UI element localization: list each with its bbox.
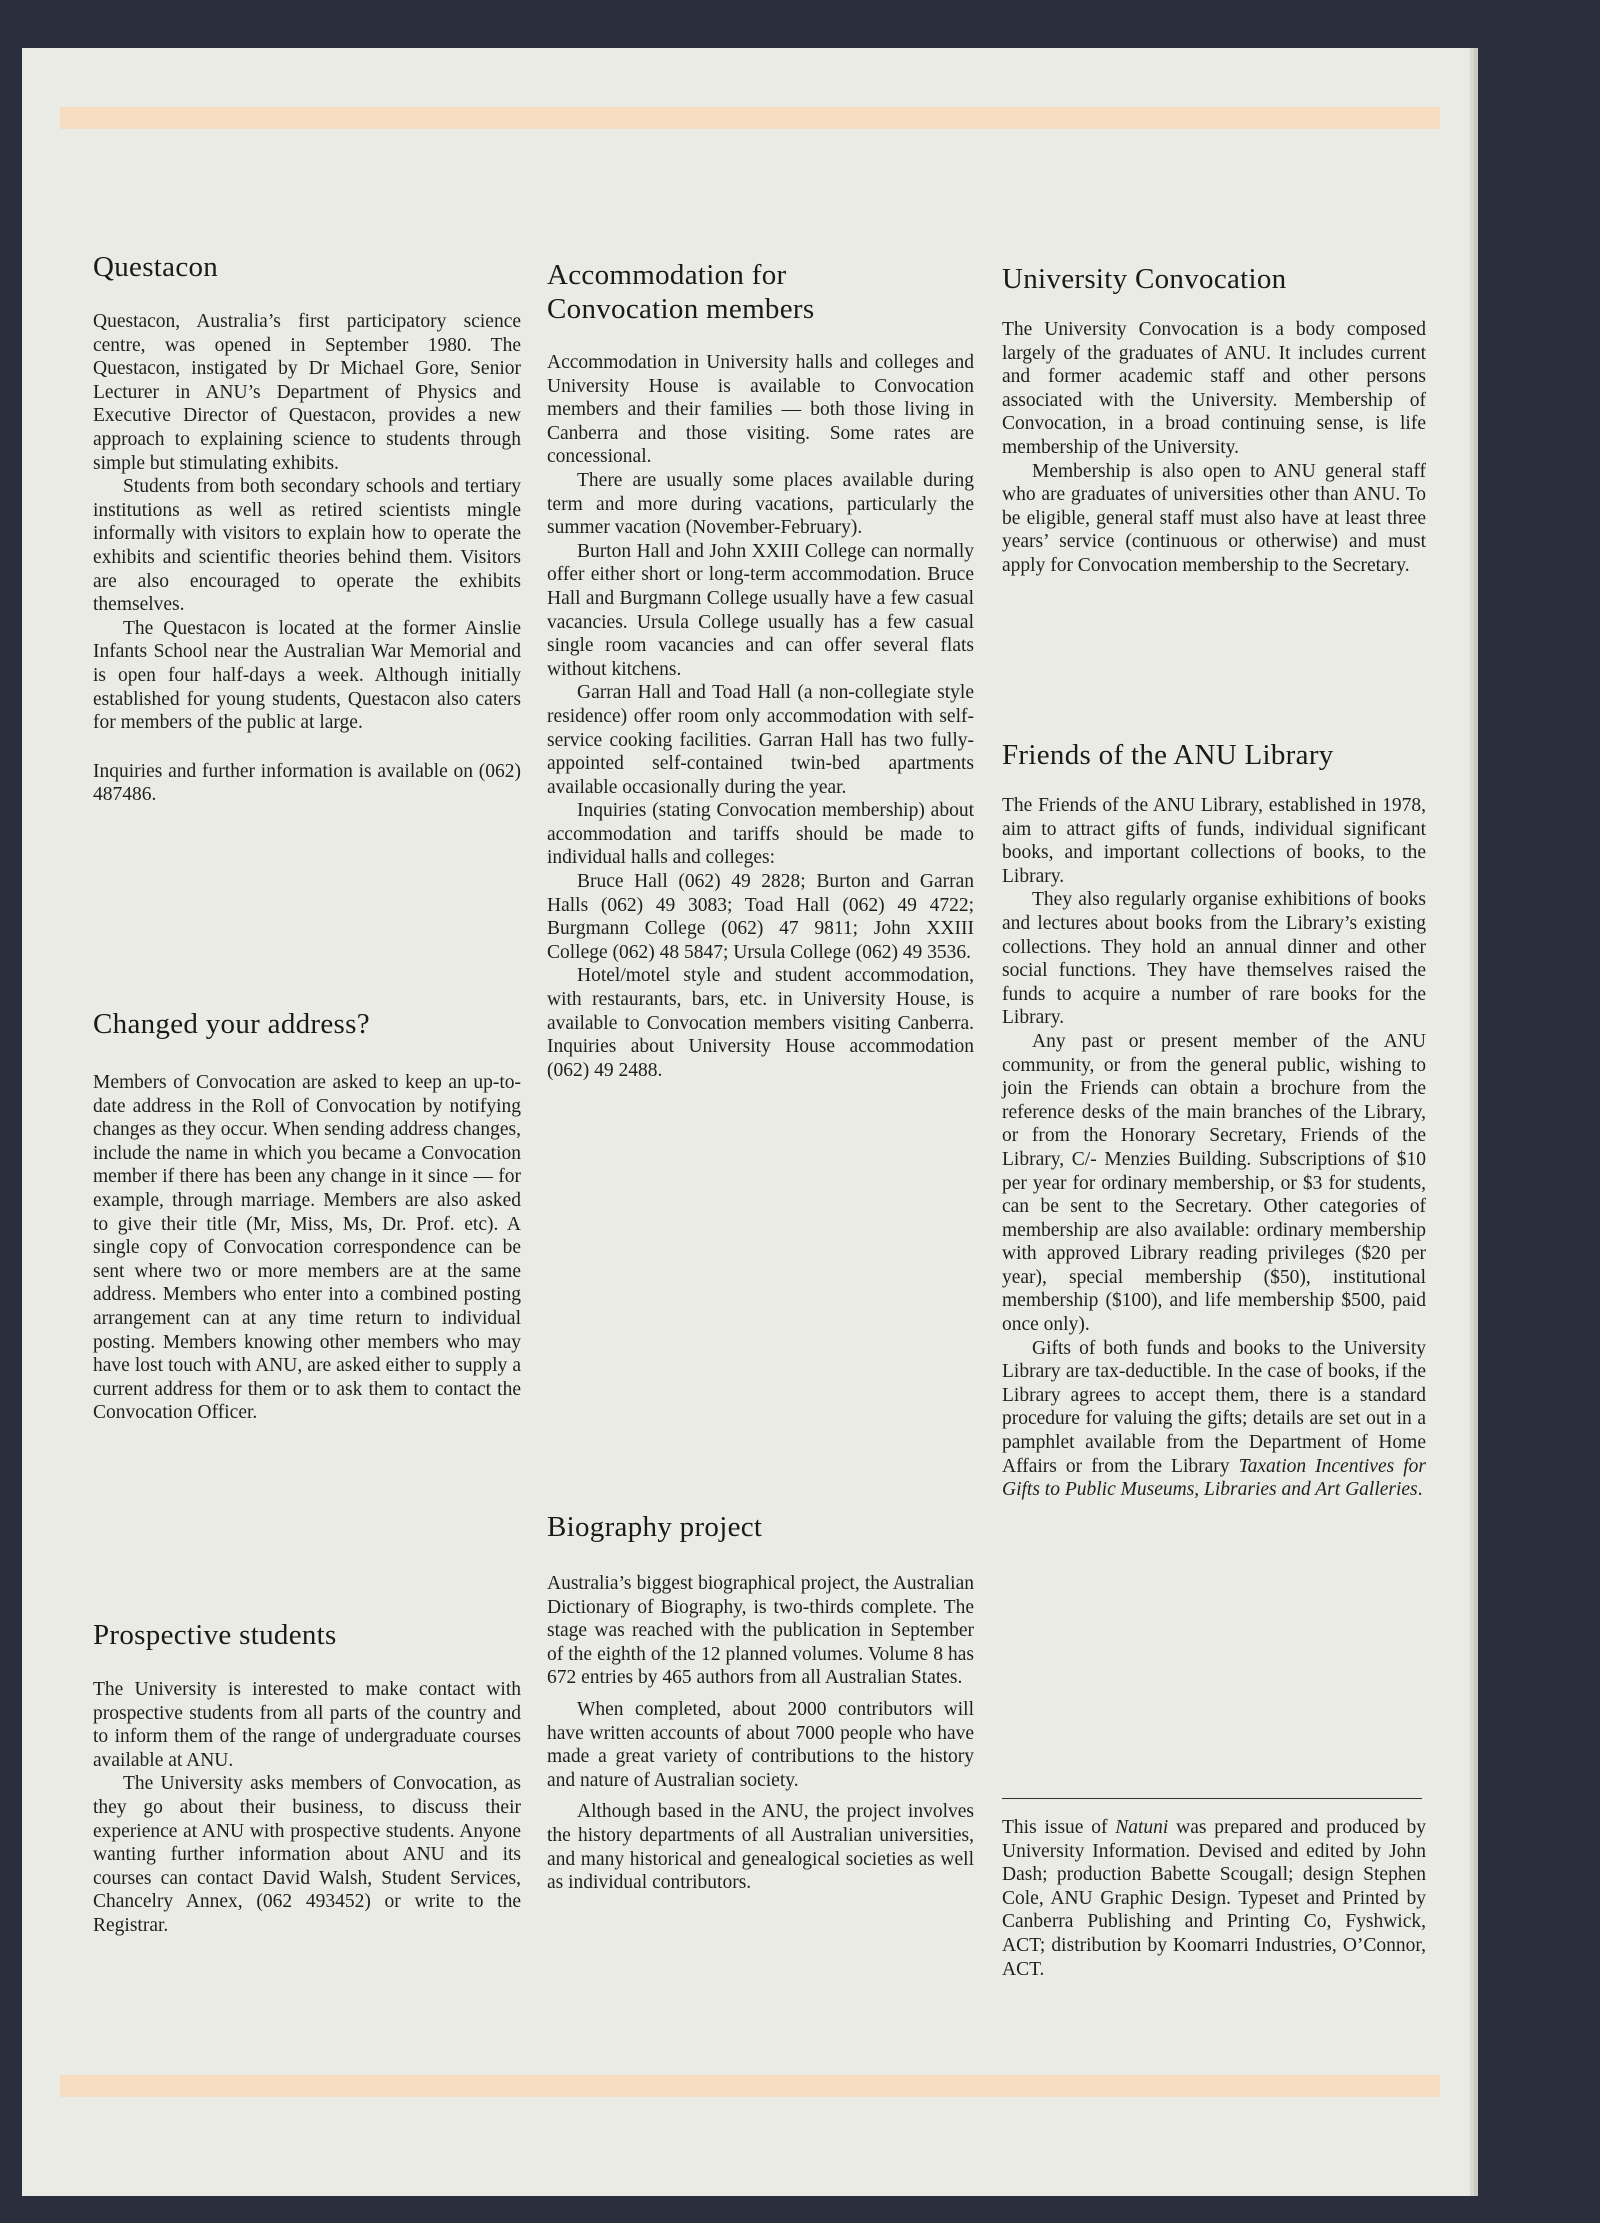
credits-paragraph <box>1002 1816 1426 1981</box>
questacon-section <box>93 250 521 807</box>
accommodation-section <box>547 258 974 1082</box>
prospective-section <box>93 1618 521 1938</box>
credits-pre: This issue of <box>1002 1817 1116 1838</box>
prospective-paragraph: The University asks members of Convocation, as they go about their business, to discuss their experience at ANU with prospective students. Anyone wanting further information about ANU and its courses can contact David Walsh, Student Services, Chancelry Annex, (062 493452) or write to the Registrar. <box>93 1773 521 1936</box>
biography-heading: Biography project <box>547 1511 763 1543</box>
friends-paragraph: Any past or present member of the ANU community, or from the general public, wishing to join the Friends can obtain a brochure from the reference desks of the main branches of the Library, or from the Honorary Secretary, Friends of the Library, C/- Menzies Building. Subscriptions of $10 per year for ordinary membership, or $3 for students, can be sent to the Secretary. Other categories of membership are also available: ordinary membership with approved Library reading privileges ($20 per year), special membership ($50), institutional membership ($100), and life membership $500, paid once only). <box>1002 1030 1426 1336</box>
biography-paragraph: When completed, about 2000 contributors will have written accounts of about 7000 people who have made a great variety of contributions to the history and nature of Australian society. <box>547 1698 974 1791</box>
accommodation-paragraph: There are usually some places available during term and more during vacations, particularly the summer vacation (November-February). <box>547 469 974 539</box>
questacon-heading: Questacon <box>93 251 219 283</box>
accommodation-paragraph: Hotel/motel style and student accommodation, with restaurants, bars, etc. in University House, is available to Convocation members visiting Canberra. Inquiries about University House accommodation (062) 49 2488. <box>547 965 974 1081</box>
credits-section <box>1002 1816 1426 1981</box>
questacon-paragraph: The Questacon is located at the former Ainslie Infants School near the Australian War Memorial and is open four half-days a week. Although initially established for young students, Questacon also caters for members of the public at large. <box>93 617 521 734</box>
questacon-paragraph: Questacon, Australia’s first participatory science centre, was opened in September 1980. The Questacon, instigated by Dr Michael Gore, Senior Lecturer in ANU’s Department of Physics and Executive Director of Questacon, provides a new approach to explaining science to students through simple but stimulating exhibits. <box>93 311 521 474</box>
address-heading: Changed your address? <box>93 1008 370 1040</box>
friends-section <box>1002 738 1426 1502</box>
biography-paragraph: Australia’s biggest biographical project, the Australian Dictionary of Biography, is two-thirds complete. The stage was reached with the publication in September of the eighth of the 12 planned volumes. Volume 8 has 672 entries by 465 authors from all Australian States. <box>547 1573 974 1689</box>
convocation-paragraph: The University Convocation is a body composed largely of the graduates of ANU. It includes current and former academic staff and other persons associated with the University. Membership of Convocation, in a broad continuing sense, is life membership of the University. <box>1002 319 1426 458</box>
address-paragraph: Members of Convocation are asked to keep an up-to-date address in the Roll of Convocation by notifying changes as they occur. When sending address changes, include the name in which you became a Convocation member if there has been any change in it since — for example, through marriage. Members are also asked to give their title (Mr, Miss, Ms, Dr. Prof. etc). A single copy of Convocation correspondence can be sent where two or more members are at the same address. Members who enter into a combined posting arrangement can at any time return to individual posting. Members knowing other members who may have lost touch with ANU, are asked either to supply a current address for them or to ask them to contact the Convocation Officer. <box>93 1072 521 1424</box>
prospective-paragraph: The University is interested to make contact with prospective students from all parts of the country and to inform them of the range of undergraduate courses available at ANU. <box>93 1679 521 1771</box>
top-color-band <box>60 107 1440 129</box>
prospective-heading: Prospective students <box>93 1619 337 1651</box>
convocation-heading: University Convocation <box>1002 263 1287 295</box>
friends-paragraph: The Friends of the ANU Library, established in 1978, aim to attract gifts of funds, individual significant books, and important collections of books, to the Library. <box>1002 795 1426 887</box>
accommodation-phone-list: Bruce Hall (062) 49 2828; Burton and Garran Halls (062) 49 3083; Toad Hall (062) 49 4722; Burgmann College (062) 47 9811; John XXIII College (062) 48 5847; Ursula College (062) 49 3536. <box>547 871 974 963</box>
friends-paragraph <box>1002 1337 1426 1502</box>
friends-gifts-text: Gifts of both funds and books to the University Library are tax-deductible. In the case of books, if the Library agrees to accept them, there is a standard procedure for valuing the gifts; details are set out in a pamphlet available from the Department of Home Affairs or from the Library <box>1002 1337 1426 1477</box>
questacon-paragraph: Students from both secondary schools and tertiary institutions as well as retired scientists mingle informally with visitors to explain how to operate the exhibits and scientific theories behind them. Visitors are also encouraged to operate the exhibits themselves. <box>93 476 521 616</box>
credits-post: was prepared and produced by University Information. Devised and edited by John Dash; production Babette Scougall; design Stephen Cole, ANU Graphic Design. Typeset and Printed by Canberra Publishing and Printing Co, Fyshwick, ACT; distribution by Koomarri Industries, O’Connor, ACT. <box>1002 1817 1426 1980</box>
biography-section <box>547 1510 974 1895</box>
friends-heading: Friends of the ANU Library <box>1002 739 1334 771</box>
accommodation-paragraph: Garran Hall and Toad Hall (a non-collegiate style residence) offer room only accommodation with self-service cooking facilities. Garran Hall has two fully-appointed self-contained twin-bed apartments available occasionally during the year. <box>547 682 974 798</box>
address-section <box>93 1007 521 1425</box>
accommodation-heading: Accommodation for Convocation members <box>547 259 815 325</box>
accommodation-paragraph: Accommodation in University halls and colleges and University House is available to Convocation members and their families — both those living in Canberra and those visiting. Some rates are concessional. <box>547 352 974 468</box>
accommodation-paragraph: Burton Hall and John XXIII College can normally offer either short or long-term accommodation. Bruce Hall and Burgmann College usually have a few casual vacancies. Ursula College usually has a few casual single room vacancies and can offer several flats without kitchens. <box>547 540 974 680</box>
bottom-color-band <box>60 2075 1440 2097</box>
friends-pamphlet-title: Taxation Incentives for Gifts to Public Museums, Libraries and Art Galleries <box>1002 1455 1426 1501</box>
questacon-inquiries: Inquiries and further information is available on (062) 487486. <box>93 760 521 806</box>
credits-publication-name: Natuni <box>1115 1817 1169 1838</box>
credits-divider <box>1002 1798 1422 1799</box>
convocation-paragraph: Membership is also open to ANU general staff who are graduates of universities other than ANU. To be eligible, general staff must also have at least three years’ service (continuous or otherwise) and must apply for Convocation membership to the Secretary. <box>1002 460 1426 576</box>
biography-paragraph: Although based in the ANU, the project involves the history departments of all Australian universities, and many historical and genealogical societies as well as individual contributors. <box>547 1801 974 1894</box>
accommodation-paragraph: Inquiries (stating Convocation membership) about accommodation and tariffs should be made to individual halls and colleges: <box>547 800 974 869</box>
friends-gifts-end: . <box>1417 1479 1423 1501</box>
convocation-section <box>1002 262 1426 578</box>
friends-paragraph: They also regularly organise exhibitions of books and lectures about books from the Library’s existing collections. They hold an annual dinner and other social functions. They have themselves raised the funds to acquire a number of rare books for the Library. <box>1002 889 1426 1029</box>
